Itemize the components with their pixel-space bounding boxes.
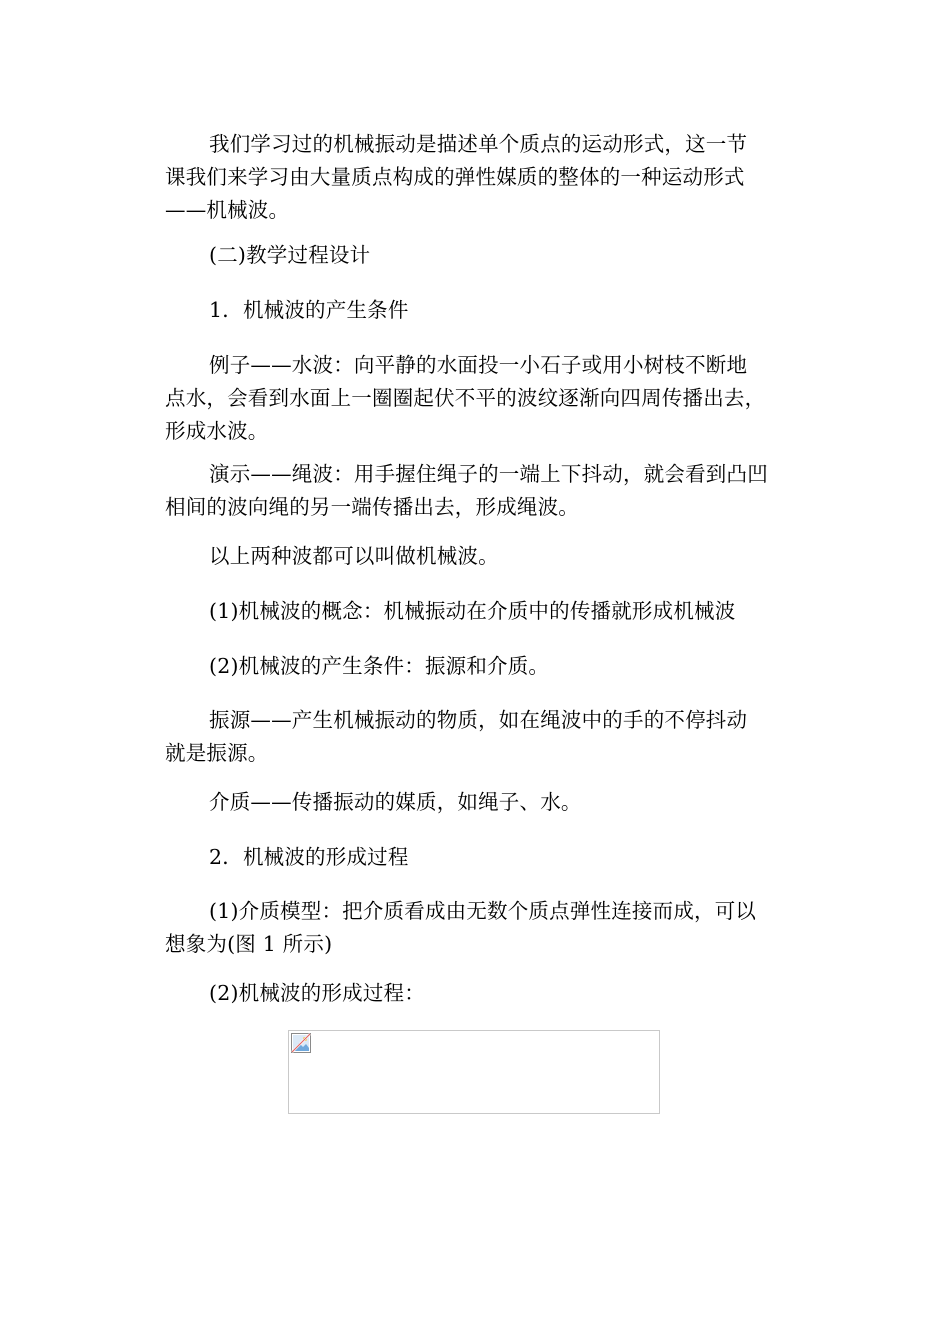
paragraph-formation-process: (2)机械波的形成过程： <box>209 981 425 1005</box>
text-line: 我们学习过的机械振动是描述单个质点的运动形式，这一节 <box>209 132 748 156</box>
text-line: 形成水波。 <box>165 419 269 443</box>
text-line: ——机械波。 <box>165 198 290 222</box>
paragraph-vibration-source <box>165 704 790 770</box>
paragraph-wave-conditions: (2)机械波的产生条件：振源和介质。 <box>209 654 550 678</box>
paragraph-intro <box>165 128 790 227</box>
paragraph-rope-wave <box>165 458 790 524</box>
heading-wave-conditions: 1．机械波的产生条件 <box>209 298 409 322</box>
paragraph-water-wave <box>165 349 790 448</box>
text-line: (1)介质模型：把介质看成由无数个质点弹性连接而成，可以 <box>209 899 757 923</box>
heading-wave-formation: 2．机械波的形成过程 <box>209 845 409 869</box>
paragraph-wave-concept: (1)机械波的概念：机械振动在介质中的传播就形成机械波 <box>209 599 736 623</box>
text-line: 课我们来学习由大量质点构成的弹性媒质的整体的一种运动形式 <box>165 165 745 189</box>
section-heading-teaching-process: (二)教学过程设计 <box>209 243 371 267</box>
text-line: 点水，会看到水面上一圈圈起伏不平的波纹逐渐向四周传播出去， <box>165 386 766 410</box>
text-line: 演示——绳波：用手握住绳子的一端上下抖动，就会看到凸凹 <box>209 462 768 486</box>
broken-image-icon <box>291 1033 311 1053</box>
figure-placeholder <box>288 1030 660 1114</box>
text-line: 振源——产生机械振动的物质，如在绳波中的手的不停抖动 <box>209 708 748 732</box>
paragraph-medium: 介质——传播振动的媒质，如绳子、水。 <box>209 790 582 814</box>
paragraph-medium-model <box>165 895 790 961</box>
paragraph-both-waves: 以上两种波都可以叫做机械波。 <box>209 544 499 568</box>
text-line: 想象为(图 1 所示) <box>165 932 333 956</box>
text-line: 相间的波向绳的另一端传播出去，形成绳波。 <box>165 495 579 519</box>
text-line: 就是振源。 <box>165 741 269 765</box>
text-line: 例子——水波：向平静的水面投一小石子或用小树枝不断地 <box>209 353 748 377</box>
